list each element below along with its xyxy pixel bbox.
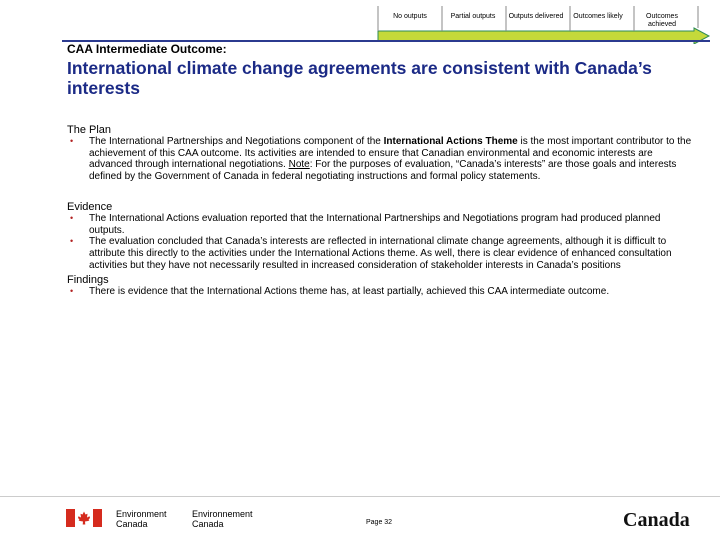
progress-scale: [376, 6, 712, 44]
plan-note-label: Note: [288, 159, 310, 171]
evidence-bullet: [67, 213, 697, 236]
scale-label-partial-outputs: Partial outputs: [450, 13, 496, 20]
scale-label-outcomes-achieved: Outcomes achieved: [646, 13, 678, 28]
bullet-icon: •: [70, 212, 74, 223]
scale-label-outputs-delivered: Outputs delivered: [508, 13, 564, 20]
plan-text-pre: The International Partnerships and Negotiations component of the: [89, 136, 384, 147]
evidence-text: The International Actions evaluation reported that the International Partnerships and Negotiations program had produced planned outputs.: [89, 212, 661, 236]
findings-bullet: [67, 286, 697, 298]
plan-bullet: [67, 136, 697, 183]
bullet-icon: •: [70, 136, 74, 146]
evidence-heading: Evidence: [67, 200, 113, 213]
scale-label-outcomes-likely: Outcomes likely: [573, 13, 623, 20]
page-number: Page 32: [366, 519, 393, 526]
dept-name-en: Environment Canada: [116, 509, 167, 529]
canada-flag-icon: [66, 509, 102, 532]
findings-text: There is evidence that the International Actions theme has, at least partially, achieved this CAA intermediate outcome.: [89, 286, 610, 298]
plan-heading: The Plan: [67, 124, 112, 136]
bullet-icon: •: [70, 286, 74, 297]
canada-wordmark: Canada: [623, 509, 690, 531]
slide-body: [67, 124, 697, 298]
plan-text-mid: is the most important contributor to the achievement of this CAA outcome. Its activities are intended to ensure that Canadian environmental and economic interests are advanced through international negotiations.: [89, 136, 692, 171]
plan-text-bold: International Actions Theme: [383, 136, 518, 147]
evidence-bullet: [67, 236, 697, 271]
outcome-label: CAA Intermediate Outcome:: [67, 42, 227, 56]
bullet-icon: •: [70, 236, 74, 247]
scale-label-no-outputs: No outputs: [393, 13, 427, 20]
dept-name-fr: Environnement Canada: [192, 509, 253, 529]
plan-text-post: : For the purposes of evaluation, “Canada’s interests” are those goals and interests defined by the Government of Canada in federal negotiating instructions and formal policy statements.: [89, 159, 677, 183]
findings-heading: Findings: [67, 274, 109, 287]
footer-divider: [0, 496, 720, 497]
evidence-text: The evaluation concluded that Canada’s interests are reflected in international climate change agreements, although it is difficult to attribute this directly to the activities under the International Actions theme. As well, there is clear evidence of enhanced consultation activities but they have not necessarily resulted in increased consideration of stakeholder interests in Canada’s positions: [89, 236, 672, 271]
page-title: International climate change agreements are consistent with Canada’s interests: [67, 58, 652, 98]
